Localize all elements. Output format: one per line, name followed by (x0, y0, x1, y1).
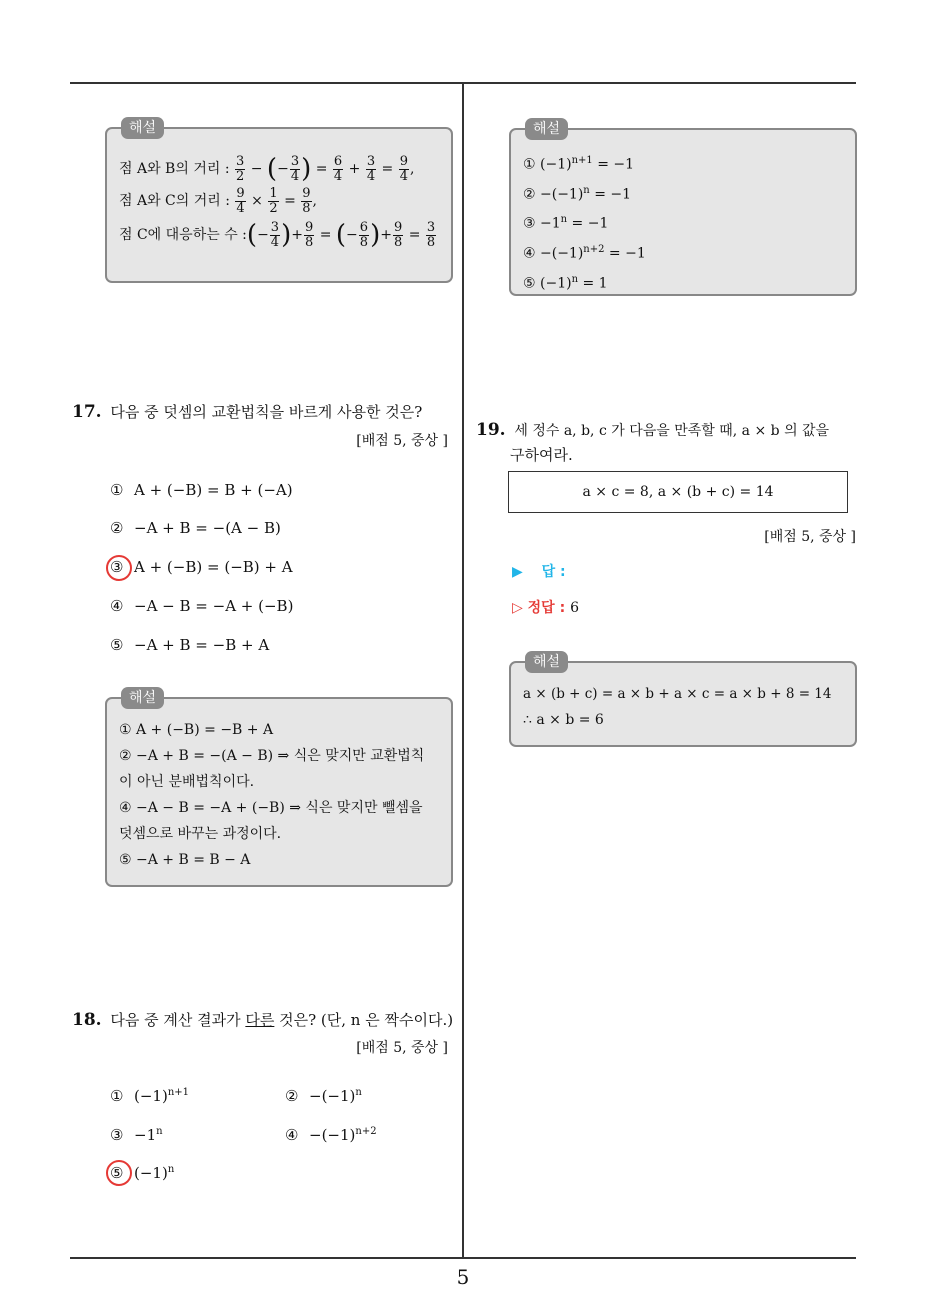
score-19: [배점 5, 중상 ] (764, 529, 856, 545)
solution-line: ③ $-1^n = -1$ (523, 214, 609, 232)
underlined-word: 다른 (245, 1011, 275, 1029)
score-17: [배점 5, 중상 ] (356, 433, 448, 449)
solution-line: ⑤ −A + B = B − A (119, 852, 251, 868)
correct-answer-line (512, 597, 579, 617)
solution-16-line-1: 점 A와 B의 거리 : $\frac{3}{2}$ − (− $\frac{3}{4}$ ) = $\frac{6}{4}$ + $\frac{3}{4}$ = $\frac{9}{4}$ , (119, 153, 415, 184)
question-text: 다음 중 덧셈의 교환법칙을 바르게 사용한 것은? (110, 403, 423, 421)
solution-line: ② −A + B = −(A − B) ⇒ 식은 맞지만 교환법칙 (119, 748, 425, 764)
solution-box-16 (105, 120, 453, 283)
choice-17-3[interactable]: ③ A + (−B) = (−B) + A (110, 558, 293, 576)
solution-line: ① A + (−B) = −B + A (119, 722, 274, 738)
solution-line: ② $-(-1)^n = -1$ (523, 184, 632, 203)
choice-17-4[interactable]: ④ −A − B = −A + (−B) (110, 597, 294, 615)
page-number: 5 (456, 1265, 470, 1289)
triangle-outline-icon: ▷ (512, 600, 523, 616)
solution-tag: 해설 (121, 117, 164, 139)
solution-line: ④ $-(-1)^{n+2} = -1$ (523, 243, 646, 262)
question-number: 18. (72, 1010, 102, 1030)
question-19 (476, 418, 856, 443)
question-19-line-2: 구하여라. (510, 446, 573, 464)
question-text-line-1: 세 정수 a, b, c 가 다음을 만족할 때, a × b 의 값을 (514, 423, 830, 439)
solution-box-18 (509, 121, 857, 296)
play-icon: ▶ (512, 564, 523, 580)
answer-label: 답 : (541, 564, 566, 580)
choice-18-5[interactable]: ⑤ $(-1)^n$ (110, 1164, 175, 1182)
choice-17-1[interactable]: ① A + (−B) = B + (−A) (110, 481, 293, 499)
choice-18-1[interactable]: ① $(-1)^{n+1}$ (110, 1087, 190, 1105)
solution-line: 덧셈으로 바꾸는 과정이다. (119, 826, 282, 842)
solution-box-17 (105, 690, 453, 887)
solution-line: ① $(-1)^{n+1} = -1$ (523, 155, 635, 173)
question-number: 17. (72, 402, 102, 422)
choice-18-2[interactable]: ② $-(-1)^n$ (285, 1087, 362, 1105)
solution-line: ⑤ $(-1)^n = 1$ (523, 273, 608, 292)
choice-17-5[interactable]: ⑤ −A + B = −B + A (110, 636, 270, 654)
answer-input-line[interactable] (512, 561, 566, 581)
score-18: [배점 5, 중상 ] (356, 1040, 448, 1056)
question-number: 19. (476, 420, 506, 440)
question-17 (72, 400, 452, 424)
solution-box-19 (509, 654, 857, 747)
solution-tag: 해설 (525, 118, 568, 140)
solution-line: ∴ a × b = 6 (523, 712, 604, 728)
choice-18-3[interactable]: ③ $-1^n$ (110, 1126, 163, 1144)
solution-line: a × (b + c) = a × b + a × c = a × b + 8 = 14 (523, 686, 832, 702)
choice-18-4[interactable]: ④ $-(-1)^{n+2}$ (285, 1126, 377, 1144)
solution-line: ④ −A − B = −A + (−B) ⇒ 식은 맞지만 뺄셈을 (119, 800, 423, 816)
solution-line: 이 아닌 분배법칙이다. (119, 774, 255, 790)
solution-16-line-3: 점 C에 대응하는 수 :(− $\frac{3}{4}$ )+ $\frac{9}{8}$ = (− $\frac{6}{8}$ )+ $\frac{9}{8}$ = $\frac{3}{8}$ (119, 219, 436, 250)
solution-tag: 해설 (121, 687, 164, 709)
question-18: 18. 다음 중 계산 결과가 다른 것은? (단, n 은 짝수이다.) (72, 1010, 454, 1030)
solution-16-line-2: 점 A와 C의 거리 : $\frac{9}{4}$ × $\frac{1}{2}$ = $\frac{9}{8}$ , (119, 185, 317, 216)
correct-value: 6 (570, 600, 579, 616)
correct-label: 정답 : (527, 600, 566, 616)
solution-tag: 해설 (525, 651, 568, 673)
bottom-rule (70, 1257, 856, 1259)
column-divider (462, 83, 464, 1258)
choice-17-2[interactable]: ② −A + B = −(A − B) (110, 519, 281, 537)
formula-box: a × c = 8, a × (b + c) = 14 (508, 471, 848, 513)
